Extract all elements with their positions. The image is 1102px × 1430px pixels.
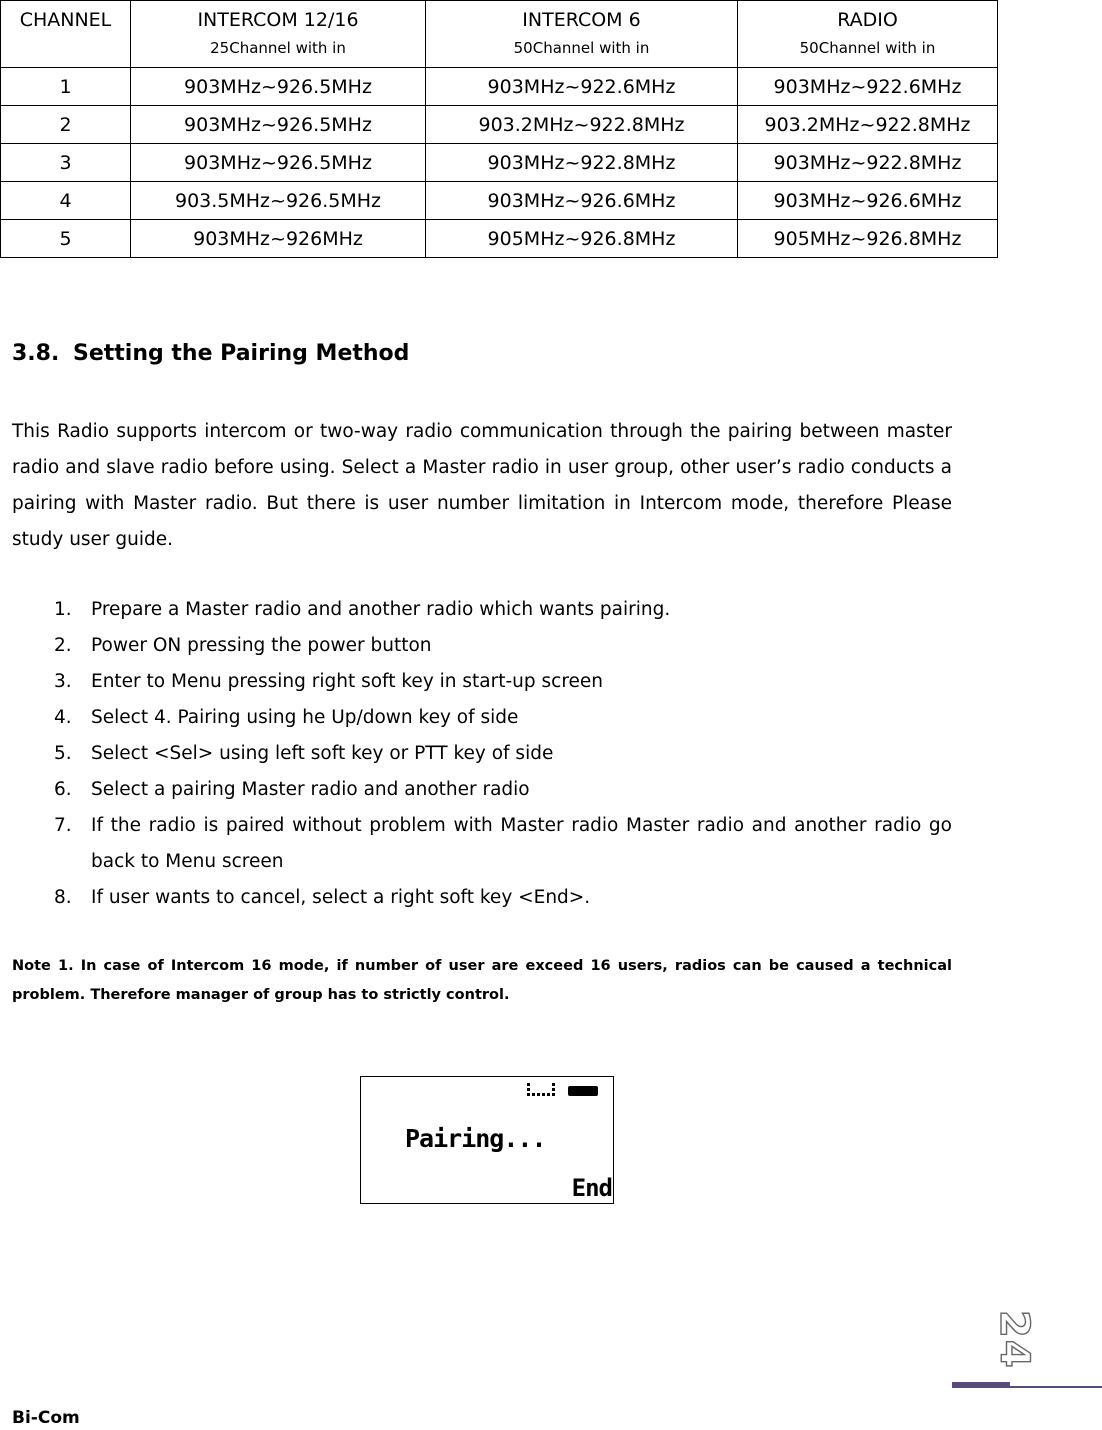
footer-accent-bar xyxy=(952,1382,1010,1388)
step-number: 4. xyxy=(54,707,72,728)
list-item xyxy=(0,772,952,808)
signal-icon xyxy=(527,1083,557,1097)
list-item xyxy=(0,736,952,772)
section-title: Setting the Pairing Method xyxy=(73,341,410,366)
table-cell: 903MHz~926MHz xyxy=(131,220,426,258)
table-cell: 903MHz~922.8MHz xyxy=(426,144,738,182)
step-number: 3. xyxy=(54,671,72,692)
table-cell: 903.2MHz~922.8MHz xyxy=(738,106,998,144)
table-cell: 903.2MHz~922.8MHz xyxy=(426,106,738,144)
header-intercom-12-16: INTERCOM 12/16 25Channel with in xyxy=(131,1,426,68)
lcd-message: Pairing... xyxy=(405,1124,546,1153)
table-cell: 903.5MHz~926.5MHz xyxy=(131,182,426,220)
header-intercom-6: INTERCOM 6 50Channel with in xyxy=(426,1,738,68)
table-cell: 1 xyxy=(1,68,131,106)
table-cell: 903MHz~926.5MHz xyxy=(131,68,426,106)
list-item xyxy=(0,880,952,916)
step-text: Select 4. Pairing using he Up/down key of side xyxy=(91,707,519,728)
step-text: Power ON pressing the power button xyxy=(91,635,432,656)
lcd-soft-key-end: End xyxy=(571,1174,612,1202)
table-cell: 903MHz~926.5MHz xyxy=(131,106,426,144)
table-cell: 2 xyxy=(1,106,131,144)
brand-name: Bi-Com xyxy=(12,1408,80,1428)
step-number: 1. xyxy=(54,599,72,620)
table-cell: 3 xyxy=(1,144,131,182)
list-item xyxy=(0,628,952,664)
footer-rule xyxy=(1010,1386,1102,1388)
table-row xyxy=(1,220,998,258)
table-cell: 905MHz~926.8MHz xyxy=(426,220,738,258)
battery-icon xyxy=(568,1086,598,1096)
table-cell: 903MHz~922.6MHz xyxy=(426,68,738,106)
step-text: If the radio is paired without problem with Master radio Master radio and another radio go back to Menu screen xyxy=(91,815,952,872)
lcd-screen xyxy=(360,1076,614,1204)
page-number xyxy=(984,1302,1044,1382)
table-cell: 903MHz~926.6MHz xyxy=(738,182,998,220)
table-cell: 903MHz~926.5MHz xyxy=(131,144,426,182)
header-channel: CHANNEL xyxy=(1,1,131,68)
table-cell: 905MHz~926.8MHz xyxy=(738,220,998,258)
step-number: 2. xyxy=(54,635,72,656)
note-paragraph: Note 1. In case of Intercom 16 mode, if number of user are exceed 16 users, radios can be caused a technical problem. Therefore manager of group has to strictly control. xyxy=(12,958,952,1003)
table-cell: 903MHz~922.8MHz xyxy=(738,144,998,182)
table-cell: 4 xyxy=(1,182,131,220)
intro-paragraph: This Radio supports intercom or two-way radio communication through the pairing between master radio and slave radio before using. Select a Master radio in user group, other user’s radio conducts a pairing with Master radio. But there is user number limitation in Intercom mode, therefore Please study user guide. xyxy=(12,421,952,550)
frequency-table xyxy=(0,0,998,258)
step-number: 7. xyxy=(54,815,72,836)
step-number: 8. xyxy=(54,887,72,908)
list-item xyxy=(0,700,952,736)
step-number: 6. xyxy=(54,779,72,800)
step-text: Prepare a Master radio and another radio which wants pairing. xyxy=(91,599,671,620)
list-item xyxy=(0,808,952,880)
section-number: 3.8. xyxy=(12,341,60,366)
page-number-text: 24 xyxy=(991,1310,1037,1370)
table-row xyxy=(1,106,998,144)
step-text: Select a pairing Master radio and another radio xyxy=(91,779,530,800)
table-cell: 5 xyxy=(1,220,131,258)
step-text: Enter to Menu pressing right soft key in start-up screen xyxy=(91,671,604,692)
table-row xyxy=(1,144,998,182)
step-text: If user wants to cancel, select a right soft key <End>. xyxy=(91,887,591,908)
pairing-steps-list xyxy=(0,592,952,916)
table-row xyxy=(1,68,998,106)
table-header-row xyxy=(1,1,998,68)
step-number: 5. xyxy=(54,743,72,764)
step-text: Select <Sel> using left soft key or PTT key of side xyxy=(91,743,554,764)
list-item xyxy=(0,592,952,628)
header-radio: RADIO 50Channel with in xyxy=(738,1,998,68)
table-cell: 903MHz~926.6MHz xyxy=(426,182,738,220)
section-heading xyxy=(12,340,409,368)
list-item xyxy=(0,664,952,700)
table-cell: 903MHz~922.6MHz xyxy=(738,68,998,106)
table-row xyxy=(1,182,998,220)
